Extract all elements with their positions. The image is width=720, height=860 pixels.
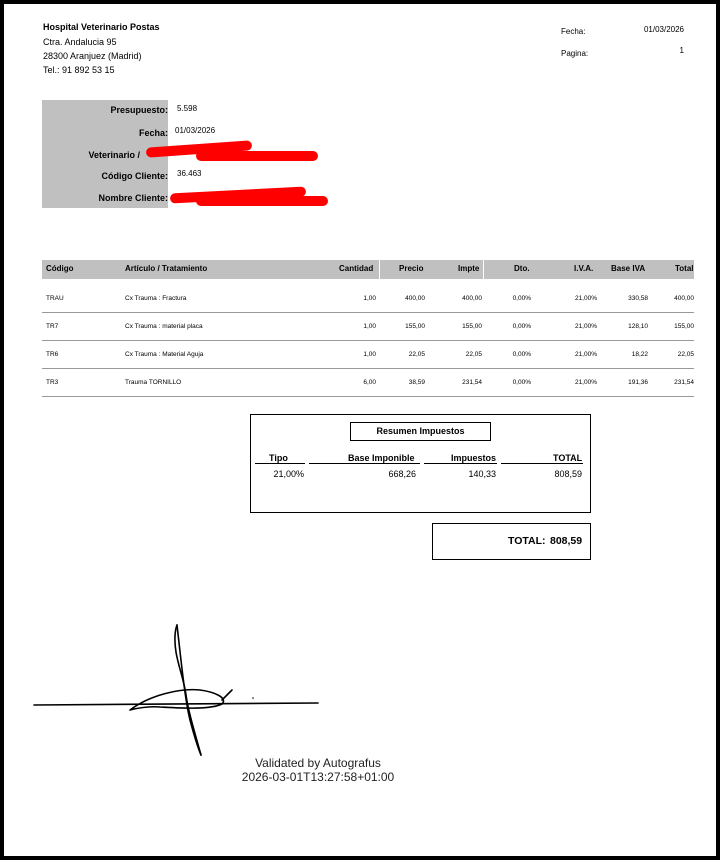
- tax-header-taxes: Impuestos: [451, 453, 497, 463]
- col-header-vat: I.V.A.: [574, 264, 594, 273]
- col-header-price: Precio: [399, 264, 424, 273]
- tax-type-value: 21,00%: [273, 469, 304, 479]
- cell-vat: 21,00%: [574, 295, 597, 302]
- cell-discount: 0,00%: [512, 295, 531, 302]
- page-label: Pagina:: [561, 49, 589, 58]
- date-label: Fecha:: [561, 27, 586, 36]
- cell-vat-base: 191,36: [628, 379, 648, 386]
- tax-total-value: 808,59: [554, 469, 582, 479]
- client-code-value: 36.463: [177, 169, 202, 178]
- cell-total: 231,54: [674, 379, 694, 386]
- budget-label: Presupuesto:: [110, 105, 168, 115]
- cell-vat: 21,00%: [574, 379, 597, 386]
- client-code-label: Código Cliente:: [101, 171, 168, 181]
- cell-amount: 231,54: [462, 379, 482, 386]
- cell-price: 400,00: [405, 295, 425, 302]
- cell-vat-base: 18,22: [631, 351, 648, 358]
- col-header-vat-base: Base IVA: [611, 264, 646, 273]
- cell-price: 155,00: [405, 323, 425, 330]
- col-header-item: Artículo / Tratamiento: [125, 264, 208, 273]
- cell-item: Cx Trauma : Fractura: [125, 295, 187, 302]
- cell-qty: 6,00: [363, 379, 376, 386]
- cell-vat-base: 330,58: [628, 295, 648, 302]
- client-name-label: Nombre Cliente:: [98, 193, 168, 203]
- cell-code: TR3: [46, 379, 59, 386]
- cell-code: TRAU: [46, 295, 64, 302]
- cell-total: 22,05: [677, 351, 694, 358]
- cell-amount: 22,05: [465, 351, 482, 358]
- cell-item: Cx Trauma : Material Aguja: [125, 351, 204, 358]
- date-value: 01/03/2026: [643, 25, 684, 34]
- tax-header-total: TOTAL: [553, 453, 583, 463]
- tax-amount-value: 140,33: [468, 469, 496, 479]
- cell-amount: 155,00: [462, 323, 482, 330]
- col-header-discount: Dto.: [514, 264, 530, 273]
- tax-summary-title: Resumen Impuestos: [350, 422, 491, 441]
- cell-qty: 1,00: [363, 351, 376, 358]
- cell-amount: 400,00: [462, 295, 482, 302]
- cell-vat-base: 128,10: [628, 323, 648, 330]
- cell-code: TR6: [46, 351, 59, 358]
- cell-vat: 21,00%: [574, 351, 597, 358]
- cell-qty: 1,00: [363, 295, 376, 302]
- validation-timestamp: 2026-03-01T13:27:58+01:00: [241, 770, 395, 784]
- cell-code: TR7: [46, 323, 59, 330]
- cell-discount: 0,00%: [512, 351, 531, 358]
- cell-item: Cx Trauma : material placa: [125, 323, 203, 330]
- clinic-address: Ctra. Andalucia 95: [43, 37, 117, 47]
- grand-total-value: 808,59: [550, 535, 583, 547]
- col-header-amount: Impte: [458, 264, 480, 273]
- validated-by-text: Validated by Autografus: [255, 756, 381, 770]
- tax-base-value: 668,26: [388, 469, 416, 479]
- info-date-label: Fecha:: [138, 128, 168, 138]
- cell-item: Trauma TORNILLO: [125, 379, 182, 386]
- cell-qty: 1,00: [363, 323, 376, 330]
- cell-total: 400,00: [674, 295, 694, 302]
- tax-header-type: Tipo: [269, 453, 288, 463]
- clinic-phone: Tel.: 91 892 53 15: [43, 65, 115, 75]
- cell-vat: 21,00%: [574, 323, 597, 330]
- clinic-city: 28300 Aranjuez (Madrid): [43, 51, 142, 61]
- cell-price: 22,05: [408, 351, 425, 358]
- vet-label: Veterinario /: [88, 150, 140, 160]
- cell-price: 38,59: [408, 379, 425, 386]
- col-header-total: Total: [675, 264, 694, 273]
- cell-discount: 0,00%: [512, 379, 531, 386]
- page-number: 1: [679, 46, 684, 55]
- tax-header-base: Base Imponible: [348, 453, 415, 463]
- clinic-name: Hospital Veterinario Postas: [43, 22, 160, 32]
- col-header-code: Código: [46, 264, 74, 273]
- info-date-value: 01/03/2026: [175, 126, 216, 135]
- col-header-qty: Cantidad: [339, 264, 374, 273]
- budget-value: 5.598: [177, 104, 198, 113]
- cell-discount: 0,00%: [512, 323, 531, 330]
- cell-total: 155,00: [674, 323, 694, 330]
- grand-total-label: TOTAL:: [508, 535, 546, 547]
